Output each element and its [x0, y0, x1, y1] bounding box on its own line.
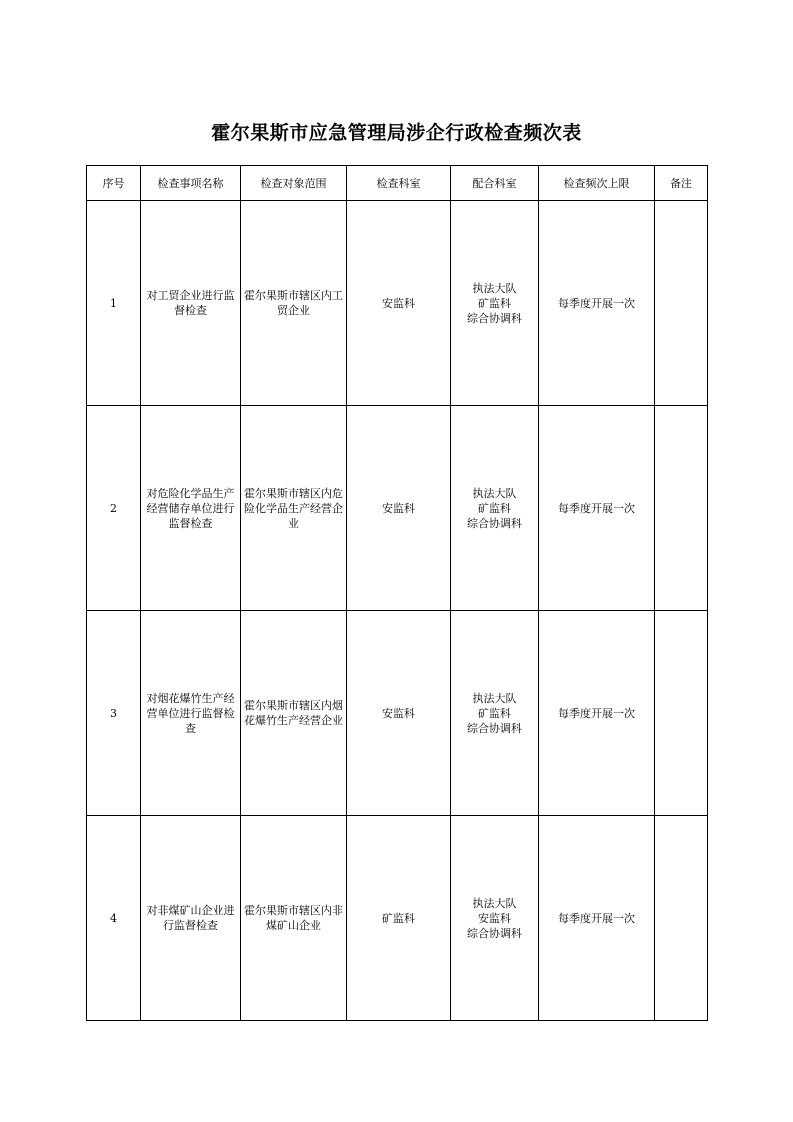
cell-freq: 每季度开展一次	[539, 816, 655, 1021]
cell-freq: 每季度开展一次	[539, 406, 655, 611]
coop-line: 综合协调科	[467, 516, 522, 530]
cell-scope: 霍尔果斯市辖区内烟花爆竹生产经营企业	[241, 611, 347, 816]
cell-dept: 安监科	[347, 201, 451, 406]
cell-note	[655, 201, 708, 406]
coop-line: 安监科	[478, 911, 511, 925]
cell-note	[655, 816, 708, 1021]
cell-seq: 2	[87, 406, 141, 611]
header-dept: 检查科室	[347, 166, 451, 201]
cell-item: 对烟花爆竹生产经营单位进行监督检查	[141, 611, 241, 816]
coop-line: 矿监科	[478, 501, 511, 515]
cell-item: 对非煤矿山企业进行监督检查	[141, 816, 241, 1021]
coop-line: 综合协调科	[467, 311, 522, 325]
cell-seq: 4	[87, 816, 141, 1021]
header-seq: 序号	[87, 166, 141, 201]
page-title: 霍尔果斯市应急管理局涉企行政检查频次表	[211, 122, 582, 144]
cell-coop	[451, 201, 539, 406]
header-coop: 配合科室	[451, 166, 539, 201]
cell-dept: 安监科	[347, 611, 451, 816]
cell-scope: 霍尔果斯市辖区内危险化学品生产经营企业	[241, 406, 347, 611]
table-row	[87, 816, 708, 1021]
coop-line: 矿监科	[478, 296, 511, 310]
cell-note	[655, 611, 708, 816]
inspection-frequency-table	[86, 165, 708, 1021]
coop-line: 矿监科	[478, 706, 511, 720]
coop-line: 综合协调科	[467, 721, 522, 735]
header-freq: 检查频次上限	[539, 166, 655, 201]
header-item: 检查事项名称	[141, 166, 241, 201]
table-row	[87, 406, 708, 611]
cell-dept: 安监科	[347, 406, 451, 611]
cell-coop	[451, 816, 539, 1021]
cell-item: 对危险化学品生产经营储存单位进行监督检查	[141, 406, 241, 611]
table-row	[87, 201, 708, 406]
cell-coop	[451, 611, 539, 816]
cell-scope: 霍尔果斯市辖区内工贸企业	[241, 201, 347, 406]
cell-note	[655, 406, 708, 611]
coop-line: 综合协调科	[467, 926, 522, 940]
cell-seq: 3	[87, 611, 141, 816]
coop-line: 执法大队	[472, 486, 517, 500]
cell-coop	[451, 406, 539, 611]
cell-freq: 每季度开展一次	[539, 201, 655, 406]
header-note: 备注	[655, 166, 708, 201]
coop-line: 执法大队	[472, 281, 517, 295]
cell-freq: 每季度开展一次	[539, 611, 655, 816]
cell-scope: 霍尔果斯市辖区内非煤矿山企业	[241, 816, 347, 1021]
header-scope: 检查对象范围	[241, 166, 347, 201]
coop-line: 执法大队	[472, 691, 517, 705]
cell-seq: 1	[87, 201, 141, 406]
cell-item: 对工贸企业进行监督检查	[141, 201, 241, 406]
cell-dept: 矿监科	[347, 816, 451, 1021]
table-row	[87, 611, 708, 816]
table-header-row	[87, 166, 708, 201]
coop-line: 执法大队	[472, 896, 517, 910]
